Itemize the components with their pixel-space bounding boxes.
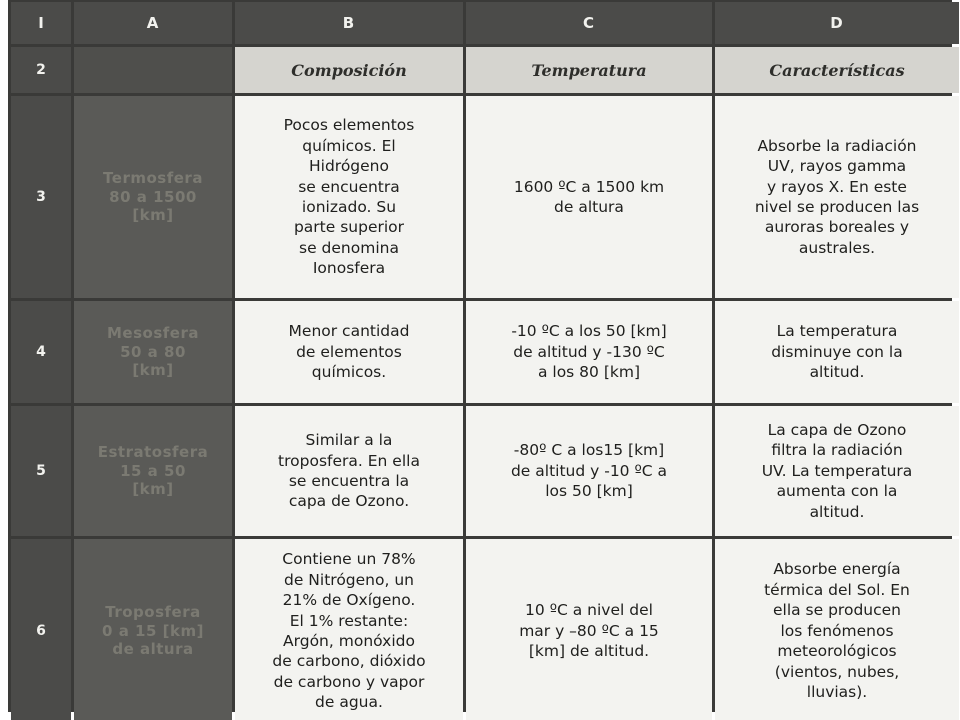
- subheader-temperatura: Temperatura: [466, 47, 712, 93]
- composicion-troposfera: Contiene un 78% de Nitrógeno, un 21% de Oxígeno. El 1% restante: Argón, monóxido de carbono, dióxido de carbono y vapor de agua.: [235, 539, 463, 720]
- layer-name-troposfera: [74, 539, 232, 720]
- row-number-6: 6: [11, 539, 71, 720]
- composicion-mesosfera: Menor cantidad de elementos químicos.: [235, 301, 463, 403]
- temperatura-troposfera: 10 ºC a nivel del mar y –80 ºC a 15 [km] de altitud.: [466, 539, 712, 720]
- composicion-termosfera: Pocos elementos químicos. El Hidrógeno se encuentra ionizado. Su parte superior se denomina Ionosfera: [235, 96, 463, 298]
- subheader-empty: [74, 47, 232, 93]
- row-number-4: 4: [11, 301, 71, 403]
- layer-label: Termosfera 80 a 1500 [km]: [103, 168, 203, 225]
- layer-label: Mesosfera 50 a 80 [km]: [107, 323, 199, 380]
- row-number-2: 2: [11, 47, 71, 93]
- layer-label: Troposfera 0 a 15 [km] de altura: [102, 602, 204, 659]
- subheader-composicion: Composición: [235, 47, 463, 93]
- caracteristicas-termosfera: Absorbe la radiación UV, rayos gamma y rayos X. En este nivel se producen las auroras boreales y australes.: [715, 96, 959, 298]
- row-number-5: 5: [11, 406, 71, 536]
- subheader-caracteristicas: Características: [715, 47, 959, 93]
- row-number-3: 3: [11, 96, 71, 298]
- caracteristicas-troposfera: Absorbe energía térmica del Sol. En ella se producen los fenómenos meteorológicos (vientos, nubes, lluvias).: [715, 539, 959, 720]
- layer-name-estratosfera: [74, 406, 232, 536]
- atmosphere-table: [8, 0, 952, 712]
- layer-name-termosfera: [74, 96, 232, 298]
- caracteristicas-estratosfera: La capa de Ozono filtra la radiación UV. La temperatura aumenta con la altitud.: [715, 406, 959, 536]
- composicion-estratosfera: Similar a la troposfera. En ella se encuentra la capa de Ozono.: [235, 406, 463, 536]
- temperatura-estratosfera: -80º C a los15 [km] de altitud y -10 ºC a los 50 [km]: [466, 406, 712, 536]
- layer-name-mesosfera: [74, 301, 232, 403]
- corner-header: I: [11, 2, 71, 44]
- temperatura-mesosfera: -10 ºC a los 50 [km] de altitud y -130 ºC a los 80 [km]: [466, 301, 712, 403]
- layer-label: Estratosfera 15 a 50 [km]: [97, 442, 209, 499]
- column-header-d: D: [715, 2, 959, 44]
- column-header-a: A: [74, 2, 232, 44]
- caracteristicas-mesosfera: La temperatura disminuye con la altitud.: [715, 301, 959, 403]
- column-header-b: B: [235, 2, 463, 44]
- column-header-c: C: [466, 2, 712, 44]
- temperatura-termosfera: 1600 ºC a 1500 km de altura: [466, 96, 712, 298]
